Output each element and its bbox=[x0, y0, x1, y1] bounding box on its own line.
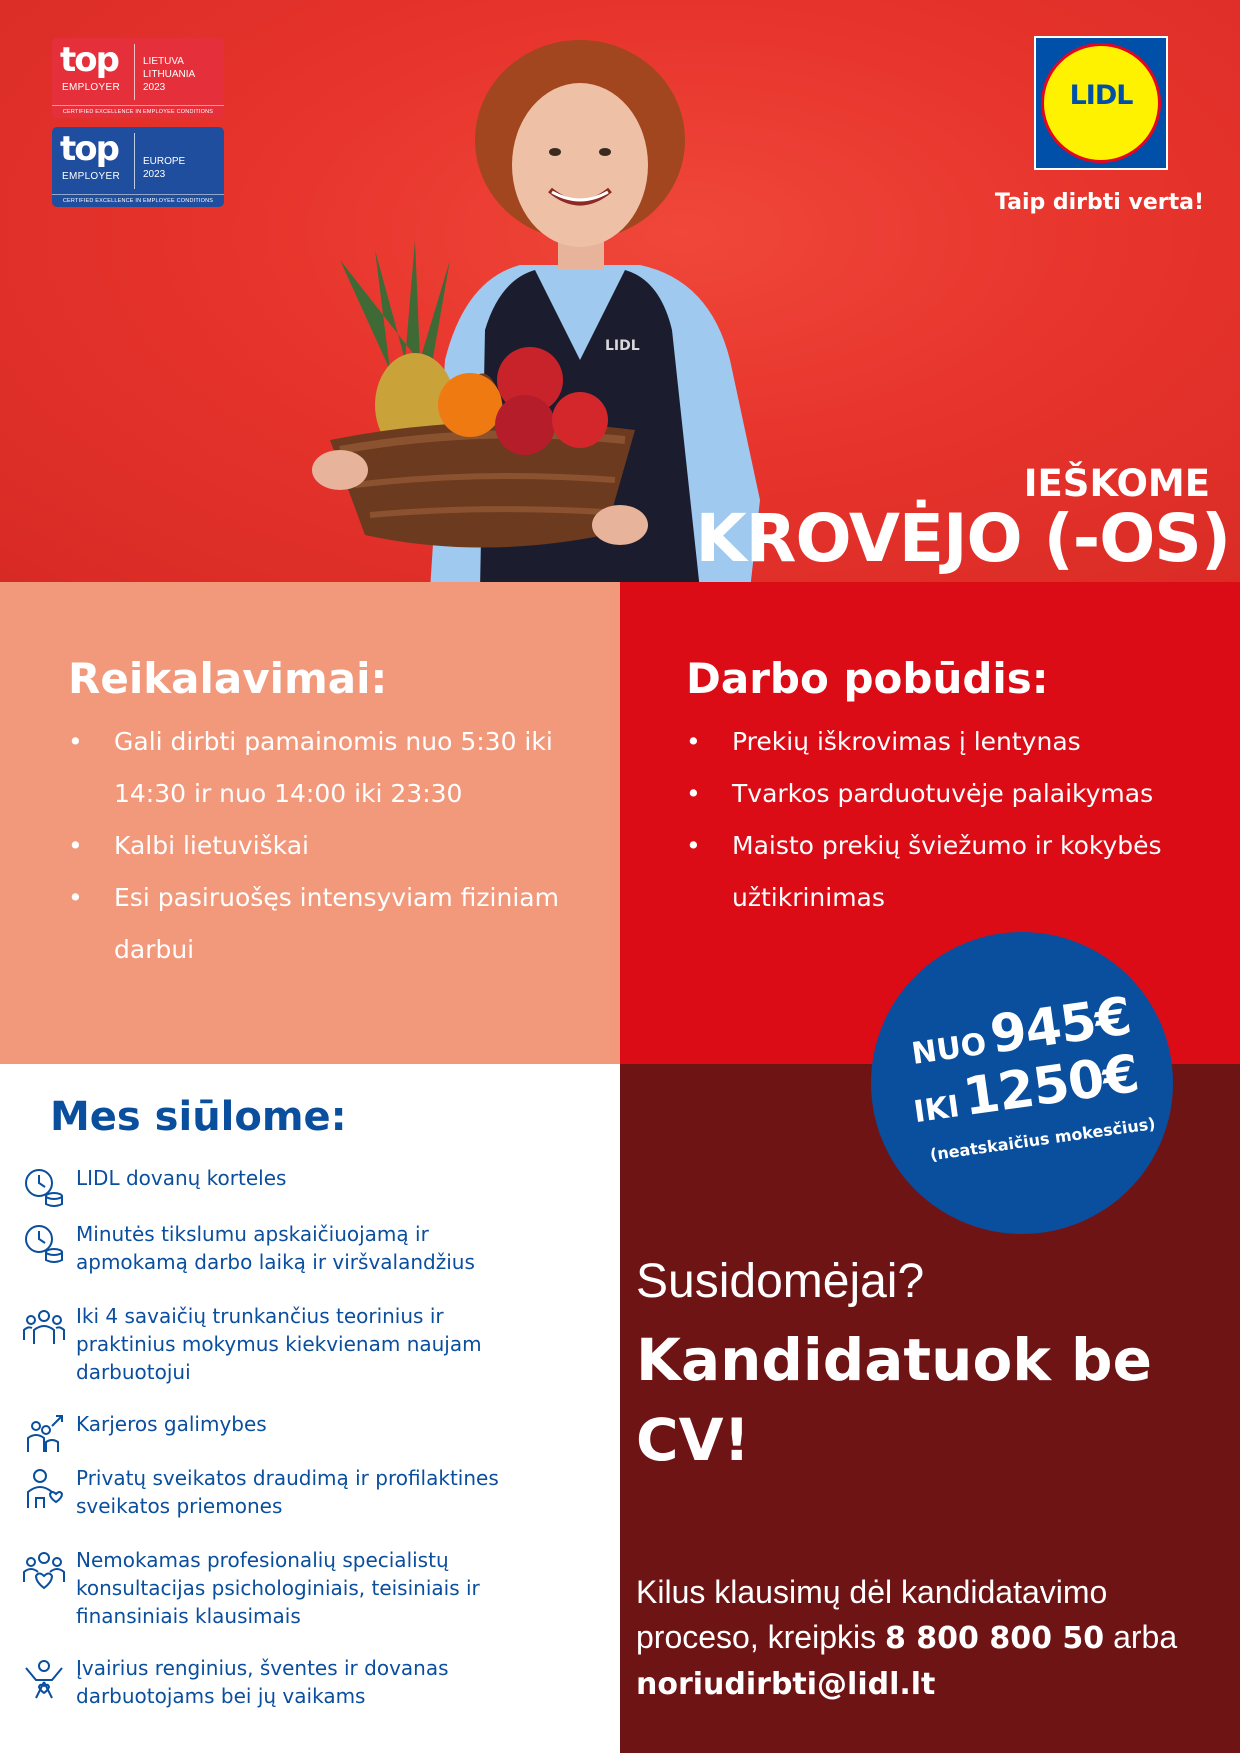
phone-number[interactable]: 8 800 800 50 bbox=[884, 1621, 1105, 1656]
offer-item bbox=[22, 1302, 582, 1386]
badge-region-line1: EUROPE bbox=[143, 156, 186, 167]
requirements-title: Reikalavimai: bbox=[68, 654, 388, 703]
celebration-icon bbox=[22, 1656, 66, 1700]
offer-item bbox=[22, 1464, 582, 1520]
offer-item bbox=[22, 1410, 582, 1456]
work-nature-item: • Tvarkos parduotuvėje palaikymas bbox=[686, 768, 1206, 820]
badge-region-line1: LIETUVA bbox=[143, 56, 184, 67]
offer-item bbox=[22, 1654, 582, 1710]
hero-title: KROVĖJO (-OS) bbox=[695, 500, 1230, 577]
requirements-section bbox=[0, 582, 620, 1064]
offer-section bbox=[0, 1064, 620, 1753]
top-employer-lithuania-badge bbox=[52, 38, 224, 118]
badge-year: 2023 bbox=[143, 169, 166, 180]
offer-title: Mes siūlome: bbox=[50, 1094, 347, 1140]
badge-divider bbox=[134, 44, 135, 100]
requirement-item: • Kalbi lietuviškai bbox=[68, 820, 588, 872]
salary-from-value: 945€ bbox=[986, 986, 1135, 1066]
contact-prefix: Kilus klausimų dėl kandidatavimo proceso, kreipkis bbox=[636, 1574, 1108, 1655]
offer-item-text: Įvairius renginius, šventes ir dovanas darbuotojams bei jų vaikams bbox=[76, 1656, 449, 1708]
work-nature-title: Darbo pobūdis: bbox=[686, 654, 1049, 703]
work-nature-item: • Prekių iškrovimas į lentynas bbox=[686, 716, 1206, 768]
offer-item bbox=[22, 1220, 582, 1276]
salary-to-value: 1250€ bbox=[959, 1044, 1143, 1128]
badge-top-word: top bbox=[60, 40, 118, 80]
badge-region bbox=[143, 55, 195, 94]
requirement-item: • Gali dirbti pamainomis nuo 5:30 iki 14:30 ir nuo 14:00 iki 23:30 bbox=[68, 716, 588, 820]
badge-divider bbox=[134, 133, 135, 189]
offer-item-text: LIDL dovanų korteles bbox=[76, 1166, 287, 1190]
offer-item-text: Karjeros galimybes bbox=[76, 1412, 267, 1436]
contact-mid: arba bbox=[1113, 1619, 1178, 1655]
team-icon bbox=[22, 1304, 66, 1348]
top-employer-europe-badge bbox=[52, 127, 224, 207]
badge-cert: CERTIFIED EXCELLENCE IN EMPLOYEE CONDITIONS bbox=[52, 194, 224, 204]
badge-region bbox=[143, 155, 185, 181]
requirements-list bbox=[68, 716, 588, 976]
badge-cert: CERTIFIED EXCELLENCE IN EMPLOYEE CONDITIONS bbox=[52, 105, 224, 115]
badge-employer-label: EMPLOYER bbox=[62, 171, 120, 182]
lidl-logo-word: LIDL bbox=[1069, 80, 1133, 111]
badge-year: 2023 bbox=[143, 82, 166, 93]
svg-text:LIDL: LIDL bbox=[605, 338, 640, 354]
offer-item bbox=[22, 1546, 582, 1630]
lidl-logo bbox=[1034, 36, 1168, 170]
clock-coins-icon bbox=[22, 1222, 66, 1266]
badge-region-line2: LITHUANIA bbox=[143, 69, 196, 80]
offer-item-text: Iki 4 savaičių trunkančius teorinius ir praktinius mokymus kiekvienam naujam darbuotojui bbox=[76, 1304, 482, 1384]
salary-badge bbox=[871, 932, 1173, 1234]
requirement-item: • Esi pasiruošęs intensyviam fiziniam darbui bbox=[68, 872, 588, 976]
work-nature-item: • Maisto prekių šviežumo ir kokybės užtikrinimas bbox=[686, 820, 1206, 924]
salary-to-label: IKI bbox=[911, 1089, 962, 1131]
contact-info bbox=[636, 1570, 1236, 1707]
salary-from-label: NUO bbox=[909, 1026, 989, 1072]
slogan: Taip dirbti verta! bbox=[994, 190, 1204, 215]
consultation-icon bbox=[22, 1548, 66, 1592]
work-nature-list bbox=[686, 716, 1206, 924]
clock-coins-icon bbox=[22, 1166, 66, 1210]
email-link[interactable]: noriudirbti@lidl.lt bbox=[636, 1667, 936, 1702]
offer-item-text: Minutės tikslumu apskaičiuojamą ir apmokamą darbo laiką ir viršvalandžius bbox=[76, 1222, 475, 1274]
offer-item-text: Privatų sveikatos draudimą ir profilaktines sveikatos priemones bbox=[76, 1466, 499, 1518]
hero-subtitle: IEŠKOME bbox=[1023, 462, 1210, 505]
hero-banner bbox=[0, 0, 1240, 582]
badge-top-word: top bbox=[60, 129, 118, 169]
career-growth-icon bbox=[22, 1412, 66, 1456]
badge-employer-label: EMPLOYER bbox=[62, 82, 120, 93]
apply-question: Susidomėjai? bbox=[636, 1255, 925, 1308]
salary-note: (neatskaičius mokesčius) bbox=[928, 1113, 1157, 1165]
offer-item-text: Nemokamas profesionalių specialistų konsultacijas psichologiniais, teisiniais ir finansiniais klausimais bbox=[76, 1548, 480, 1628]
offer-item bbox=[22, 1164, 582, 1210]
apply-cta: Kandidatuok be CV! bbox=[636, 1326, 1152, 1474]
health-insurance-icon bbox=[22, 1466, 66, 1510]
